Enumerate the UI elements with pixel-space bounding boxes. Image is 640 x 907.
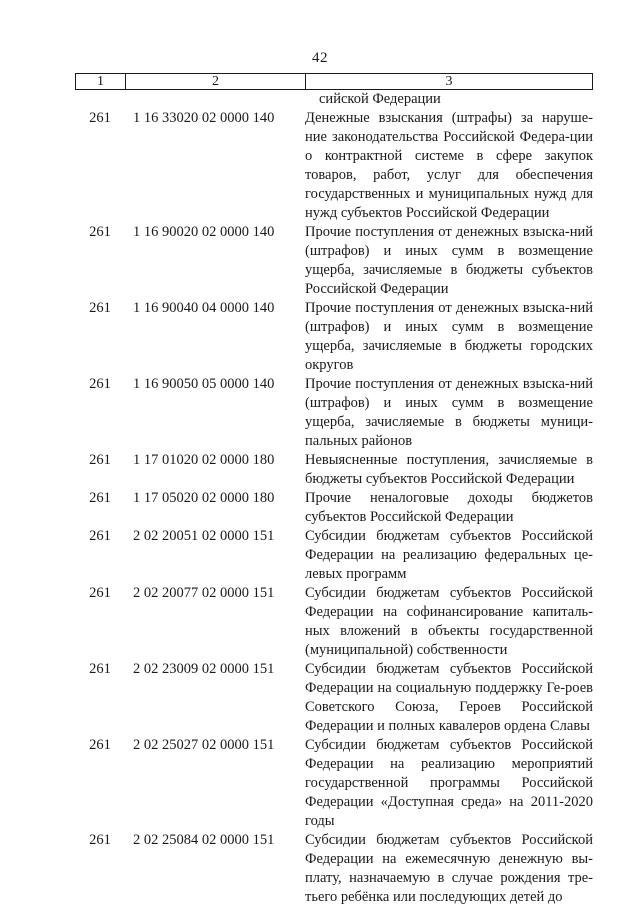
revenue-name-cell: Субсидии бюджетам субъектов Российской Федерации на социальную поддержку Ге-роев Советского Союза, Героев Российской Федерации и полных кавалеров ордена Славы (305, 661, 593, 734)
table-row (75, 109, 593, 223)
revenue-name-cell: Денежные взыскания (штрафы) за наруше-ние законодательства Российской Федера-ции о контрактной системе в сфере закупок товаров, работ, услуг для обеспечения государственных и муниципальных нужд для нужд субъектов Российской Федерации (305, 110, 593, 221)
budget-code-cell: 1 17 01020 02 0000 180 (133, 452, 275, 468)
table-row (75, 299, 593, 375)
page-number: 42 (312, 50, 328, 66)
admin-code-cell: 261 (89, 224, 111, 240)
budget-code-cell: 1 17 05020 02 0000 180 (133, 490, 275, 506)
table-header (75, 73, 593, 90)
admin-code-cell: 261 (89, 110, 111, 126)
budget-code-cell: 1 16 33020 02 0000 140 (133, 110, 275, 126)
admin-code-cell: 261 (89, 737, 111, 753)
admin-code-cell (75, 90, 125, 109)
budget-code-cell (125, 90, 305, 109)
column-header-3: 3 (445, 74, 453, 89)
revenue-name-cell: Прочие поступления от денежных взыска-ний (штрафов) и иных сумм в возмещение ущерба, зачисляемые в бюджеты муници-пальных районов (305, 376, 593, 449)
table-row (75, 831, 593, 907)
revenue-name-cell: Прочие поступления от денежных взыска-ний (штрафов) и иных сумм в возмещение ущерба, зачисляемые в бюджеты городских округов (305, 300, 593, 373)
admin-code-cell: 261 (89, 452, 111, 468)
admin-code-cell: 261 (89, 832, 111, 848)
revenue-name-cell: Субсидии бюджетам субъектов Российской Федерации на реализацию мероприятий государственной программы Российской Федерации «Доступная среда» на 2011-2020 годы (305, 737, 593, 829)
table-row (75, 527, 593, 584)
revenue-name-cell: Субсидии бюджетам субъектов Российской Федерации на ежемесячную денежную вы-плату, назначаемую в случае рождения тре-тьего ребёнка или последующих детей до (305, 832, 593, 905)
table-row-continuation (75, 90, 593, 109)
revenue-name-cell: Субсидии бюджетам субъектов Российской Федерации на софинансирование капиталь-ных вложений в объекты государственной (муниципальной) собственности (305, 585, 593, 658)
table-row (75, 451, 593, 489)
table-row (75, 223, 593, 299)
revenue-name-cell: Невыясненные поступления, зачисляемые в бюджеты субъектов Российской Федерации (305, 452, 593, 487)
table-row (75, 584, 593, 660)
revenue-name-cell: Субсидии бюджетам субъектов Российской Федерации на реализацию федеральных це-левых программ (305, 528, 593, 582)
budget-code-cell: 2 02 25084 02 0000 151 (133, 832, 275, 848)
admin-code-cell: 261 (89, 490, 111, 506)
budget-code-cell: 2 02 20077 02 0000 151 (133, 585, 275, 601)
budget-code-cell: 1 16 90040 04 0000 140 (133, 300, 275, 316)
budget-code-cell: 1 16 90020 02 0000 140 (133, 224, 275, 240)
table-row (75, 489, 593, 527)
table-row (75, 736, 593, 831)
admin-code-cell: 261 (89, 300, 111, 316)
revenue-name-cell: Прочие поступления от денежных взыска-ний (штрафов) и иных сумм в возмещение ущерба, зачисляемые в бюджеты субъектов Российской Федерации (305, 224, 593, 297)
admin-code-cell: 261 (89, 585, 111, 601)
table-body (75, 90, 593, 907)
admin-code-cell: 261 (89, 528, 111, 544)
admin-code-cell: 261 (89, 661, 111, 677)
table-row (75, 375, 593, 451)
budget-code-cell: 1 16 90050 05 0000 140 (133, 376, 275, 392)
column-header-2: 2 (126, 74, 306, 89)
revenue-name-cell: Прочие неналоговые доходы бюджетов субъектов Российской Федерации (305, 490, 593, 525)
revenue-name-cell: сийской Федерации (319, 91, 441, 107)
table-row (75, 660, 593, 736)
budget-code-cell: 2 02 25027 02 0000 151 (133, 737, 275, 753)
column-header-1: 1 (76, 74, 126, 89)
budget-code-cell: 2 02 23009 02 0000 151 (133, 661, 275, 677)
budget-code-cell: 2 02 20051 02 0000 151 (133, 528, 275, 544)
admin-code-cell: 261 (89, 376, 111, 392)
